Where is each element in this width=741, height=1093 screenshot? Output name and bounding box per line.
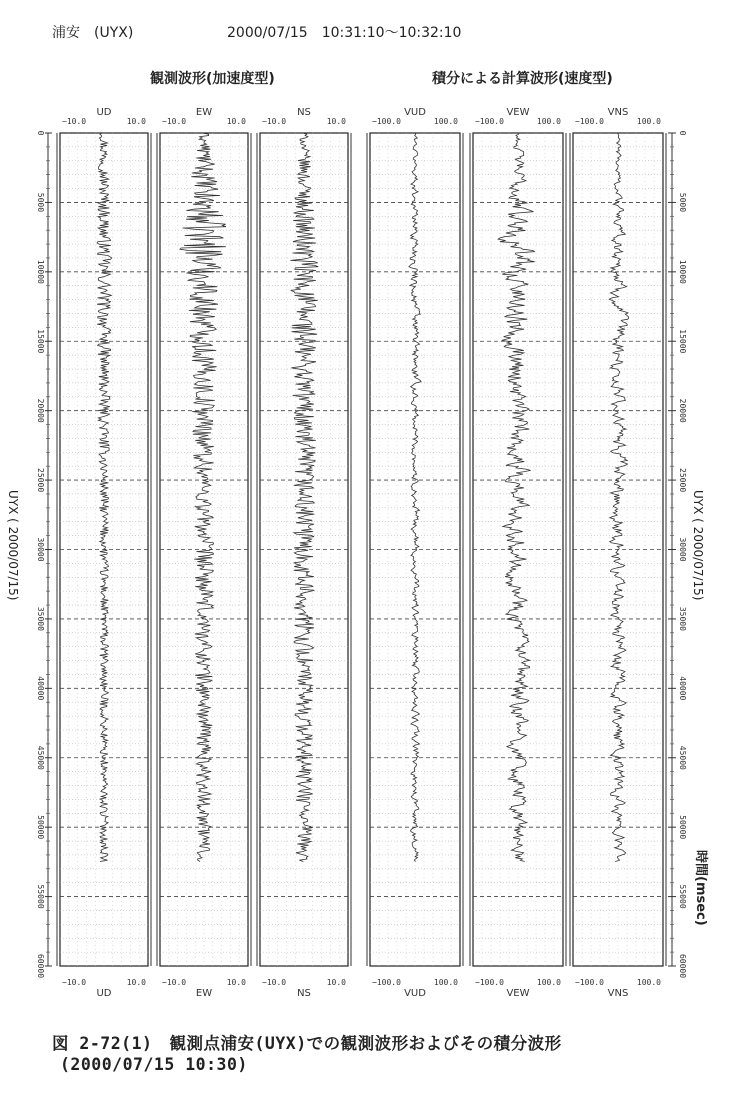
range-min-label-bottom: −100.0 — [372, 978, 401, 987]
range-max-label-top: 10.0 — [326, 117, 346, 126]
range-min-label-top: −100.0 — [575, 117, 604, 126]
left-axis-tick-label: 60000 — [36, 953, 45, 979]
right-axis-tick-label: 25000 — [678, 468, 687, 493]
right-axis-tick-label: 40000 — [678, 676, 687, 701]
right-axis-tick-label: 30000 — [678, 537, 687, 562]
range-max-label-bottom: 10.0 — [226, 978, 246, 987]
range-min-label-bottom: −10.0 — [162, 978, 187, 987]
range-max-label-top: 100.0 — [636, 117, 661, 126]
range-min-label-top: −10.0 — [162, 117, 187, 126]
waveform-trace-ns — [290, 133, 318, 862]
left-axis-tick-label: 20000 — [36, 398, 45, 423]
series-name-top-vud: VUD — [404, 107, 426, 118]
left-axis-tick-label: 55000 — [36, 884, 45, 909]
right-axis-tick-label: 60000 — [678, 953, 687, 979]
series-name-bottom-ud: UD — [96, 988, 112, 999]
series-name-top-vns: VNS — [607, 107, 629, 118]
range-min-label-bottom: −10.0 — [62, 978, 87, 987]
right-axis-tick-label: 10000 — [678, 259, 687, 284]
left-axis-tick-label: 45000 — [36, 745, 45, 770]
figure-caption-line2: (2000/07/15 10:30) — [60, 1055, 248, 1074]
right-axis-tick-label: 5000 — [678, 192, 687, 213]
range-max-label-top: 100.0 — [433, 117, 458, 126]
left-axis-tick-label: 10000 — [36, 259, 45, 284]
waveform-trace-vns — [609, 133, 628, 862]
right-axis-tick-label: 0 — [678, 130, 687, 136]
right-axis-tick-label: 20000 — [678, 398, 687, 423]
left-axis-tick-label: 50000 — [36, 815, 45, 840]
left-station-axis-label: UYX ( 2000/07/15) — [6, 490, 20, 601]
left-axis-tick-label: 25000 — [36, 468, 45, 493]
series-name-bottom-ew: EW — [195, 988, 213, 999]
time-range-label: 2000/07/15 10:31:10〜10:32:10 — [227, 25, 462, 41]
time-axis-label: 時間(msec) — [693, 850, 708, 926]
series-name-bottom-vud: VUD — [404, 988, 426, 999]
right-axis-tick-label: 35000 — [678, 606, 687, 631]
station-label: 浦安 (UYX) — [52, 25, 134, 41]
left-axis-tick-label: 30000 — [36, 537, 45, 562]
right-axis-tick-label: 50000 — [678, 815, 687, 840]
range-max-label-bottom: 10.0 — [326, 978, 346, 987]
range-max-label-bottom: 100.0 — [536, 978, 561, 987]
range-min-label-bottom: −10.0 — [262, 978, 287, 987]
series-name-bottom-ns: NS — [297, 988, 311, 999]
series-name-top-ew: EW — [195, 107, 213, 118]
right-station-axis-label: UYX ( 2000/07/15) — [691, 490, 705, 601]
group-title-integrated: 積分による計算波形(速度型) — [432, 71, 613, 87]
range-max-label-top: 10.0 — [126, 117, 146, 126]
waveform-trace-vew — [498, 133, 534, 862]
left-axis-tick-label: 5000 — [36, 192, 45, 213]
group-title-observed: 観測波形(加速度型) — [150, 71, 275, 87]
range-max-label-top: 100.0 — [536, 117, 561, 126]
left-axis-tick-label: 15000 — [36, 329, 45, 354]
figure-caption-line1: 図 2-72(1) 観測点浦安(UYX)での観測波形およびその積分波形 — [52, 1034, 562, 1053]
series-name-top-vew: VEW — [506, 107, 530, 118]
series-name-top-ud: UD — [96, 107, 112, 118]
range-min-label-top: −10.0 — [62, 117, 87, 126]
range-max-label-bottom: 10.0 — [126, 978, 146, 987]
range-min-label-top: −10.0 — [262, 117, 287, 126]
series-name-bottom-vew: VEW — [506, 988, 530, 999]
left-axis-tick-label: 0 — [36, 130, 45, 136]
right-axis-tick-label: 15000 — [678, 329, 687, 354]
range-max-label-bottom: 100.0 — [433, 978, 458, 987]
range-min-label-bottom: −100.0 — [475, 978, 504, 987]
range-min-label-top: −100.0 — [475, 117, 504, 126]
series-name-top-ns: NS — [297, 107, 311, 118]
left-axis-tick-label: 40000 — [36, 676, 45, 701]
series-name-bottom-vns: VNS — [607, 988, 629, 999]
range-max-label-top: 10.0 — [226, 117, 246, 126]
waveform-trace-ew — [180, 133, 226, 862]
right-axis-tick-label: 55000 — [678, 884, 687, 909]
right-axis-tick-label: 45000 — [678, 745, 687, 770]
waveform-trace-ud — [97, 133, 112, 862]
left-axis-tick-label: 35000 — [36, 606, 45, 631]
range-max-label-bottom: 100.0 — [636, 978, 661, 987]
range-min-label-top: −100.0 — [372, 117, 401, 126]
range-min-label-bottom: −100.0 — [575, 978, 604, 987]
